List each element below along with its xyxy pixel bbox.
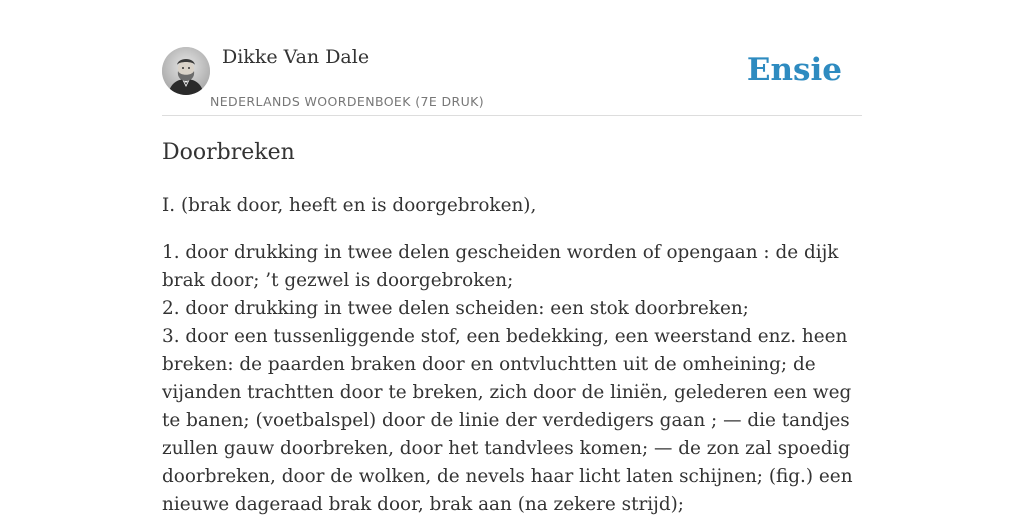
header	[162, 0, 862, 116]
author-portrait-icon	[162, 47, 210, 95]
sense-list	[162, 239, 862, 519]
ensie-logo[interactable]: Ensie	[746, 52, 842, 88]
page	[162, 0, 862, 515]
sense-item: 1. door drukking in twee delen gescheiden worden of opengaan : de dijk brak door; ’t gezwel is doorgebroken;	[162, 242, 839, 291]
book-title[interactable]: NEDERLANDS WOORDENBOEK (7E DRUK)	[210, 94, 485, 109]
sense-item: 2. door drukking in twee delen scheiden: een stok doorbreken;	[162, 298, 749, 319]
author-name[interactable]: Dikke Van Dale	[222, 46, 370, 68]
definition-intro: I. (brak door, heeft en is doorgebroken),	[162, 195, 537, 216]
author-avatar[interactable]	[162, 47, 210, 95]
definition-body	[162, 192, 862, 519]
sense-item: 3. door een tussenliggende stof, een bedekking, een weerstand enz. heen breken: de paarden braken door en ontvluchtten uit de omheining; de vijanden trachtten door te breken, zich door de liniën, gelederen een weg te banen; (voetbalspel) door de linie der verdedigers gaan ; — die tandjes zullen gauw doorbreken, door het tandvlees komen; — de zon zal spoedig doorbreken, door de wolken, de nevels haar licht laten schijnen; (fig.) een nieuwe dageraad brak door, brak aan (na zekere strijd);	[162, 326, 853, 515]
entry-title: Doorbreken	[162, 140, 295, 165]
